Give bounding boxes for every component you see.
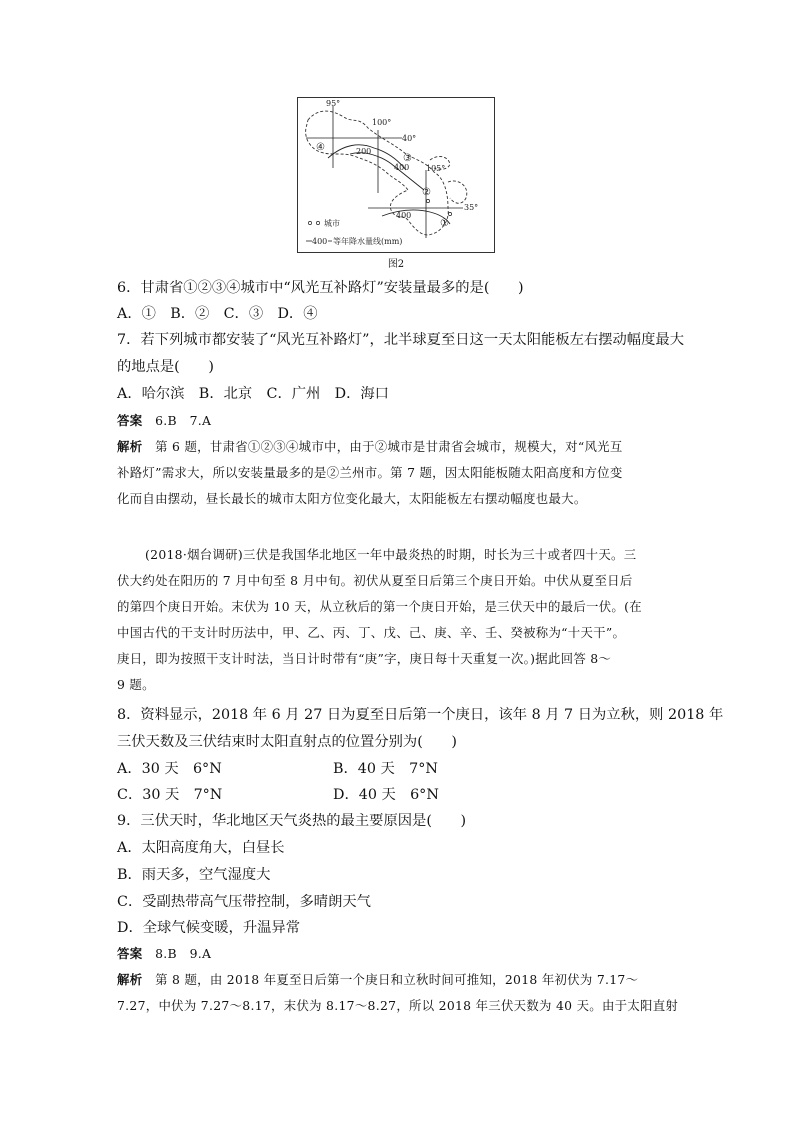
legend-city-text: 城市 (324, 219, 340, 228)
material-line4: 中国古代的干支计时历法中，甲、乙、丙、丁、戊、己、庚、辛、壬、癸被称为“十天干”。 (117, 625, 626, 640)
city-1-label: ① (440, 218, 449, 229)
gansu-precipitation-map (297, 97, 495, 253)
analysis-label: 解析 (117, 972, 143, 987)
answer-label: 答案 (117, 946, 143, 961)
material-line6: 9 题。 (117, 677, 155, 692)
question-9-option-a: A．太阳高度角大，白昼长 (117, 840, 285, 856)
label-35: 35° (464, 203, 479, 212)
city-2-label: ② (422, 187, 431, 198)
option-c: C．30 天 7°N (117, 787, 223, 803)
material-line1: (2018·烟台调研)三伏是我国华北地区一年中最炎热的时期，时长为三十或者四十天。三 (145, 547, 637, 562)
question-7-stem-line2: 的地点是( ) (117, 359, 214, 375)
city-3-label: ③ (403, 153, 412, 164)
city-1-marker (448, 212, 451, 215)
legend-iso-text: 等年降水量线(mm) (333, 237, 403, 246)
boundary-fragment (448, 181, 467, 203)
legend-city-marker (316, 221, 319, 224)
map-graphic (298, 98, 494, 252)
material-line2: 伏大约处在阳历的 7 月中旬至 8 月中旬。初伏从夏至日后第三个庚日开始。中伏从夏至日后 (117, 573, 633, 588)
option-b: B．40 天 7°N (333, 761, 438, 777)
answer-text: 8.B 9.A (155, 946, 212, 961)
question-8-stem-line1: 8．资料显示，2018 年 6 月 27 日为夏至日后第一个庚日，该年 8 月 7 日为立秋，则 2018 年 (117, 707, 724, 723)
question-8-options-row1 (117, 759, 438, 779)
label-40: 40° (402, 134, 417, 143)
legend-iso-value: 400 (312, 237, 328, 246)
analysis-label: 解析 (117, 439, 143, 454)
label-95: 95° (326, 99, 341, 108)
analysis-6-7-line2: 补路灯”需求大，所以安装量最多的是②兰州市。第 7 题，因太阳能板随太阳高度和方位变 (117, 465, 623, 480)
label-400b: 400 (396, 211, 412, 220)
question-9-stem: 9．三伏天时，华北地区天气炎热的最主要原因是( ) (117, 813, 467, 829)
question-9-option-b: B．雨天多，空气湿度大 (117, 867, 271, 883)
label-100: 100° (372, 118, 392, 127)
question-7-stem-line1: 7．若下列城市都安装了“风光互补路灯”，北半球夏至日这一天太阳能板左右摆动幅度最大 (117, 332, 684, 348)
answer-6-7 (117, 412, 211, 430)
legend-city-marker (308, 221, 311, 224)
analysis-8-9-line1: 解析 第 8 题，由 2018 年夏至日后第一个庚日和立秋时间可推知，2018 年初伏为 7.17～ (117, 972, 639, 987)
label-105: 105° (426, 164, 446, 173)
city-2-marker (426, 199, 429, 202)
question-6-options: A．① B．② C．③ D．④ (117, 306, 318, 322)
question-9-option-d: D．全球气候变暖，升温异常 (117, 920, 301, 936)
answer-text: 6.B 7.A (155, 413, 212, 428)
label-200: 200 (356, 147, 372, 156)
question-8-options-row2 (117, 785, 439, 805)
analysis-8-9-line2: 7.27，中伏为 7.27～8.17，末伏为 8.17～8.27，所以 2018 年三伏天数为 40 天。由于太阳直射 (117, 998, 679, 1013)
option-d: D．40 天 6°N (333, 787, 439, 803)
option-a: A．30 天 6°N (117, 761, 222, 777)
city-4-label: ④ (316, 142, 325, 153)
material-line3: 的第四个庚日开始。末伏为 10 天，从立秋后的第一个庚日开始，是三伏天中的最后一伏。(在 (117, 599, 642, 614)
figure-caption: 图2 (387, 259, 405, 270)
label-400a: 400 (394, 163, 410, 172)
question-8-stem-line2: 三伏天数及三伏结束时太阳直射点的位置分别为( ) (117, 734, 457, 750)
answer-8-9 (117, 945, 211, 963)
material-line5: 庚日，即为按照干支计时法，当日计时带有“庚”字，庚日每十天重复一次。)据此回答 8～ (117, 651, 612, 666)
question-7-options: A．哈尔滨 B．北京 C．广州 D．海口 (117, 386, 389, 402)
answer-label: 答案 (117, 413, 143, 428)
question-6-stem: 6．甘肃省①②③④城市中“风光互补路灯”安装量最多的是( ) (117, 280, 524, 296)
analysis-6-7-line1: 解析 第 6 题，甘肃省①②③④城市中，由于②城市是甘肃省会城市，规模大，对“风光互 (117, 439, 623, 454)
question-9-option-c: C．受副热带高气压带控制，多晴朗天气 (117, 894, 371, 910)
analysis-6-7-line3: 化而自由摆动，昼长最长的城市太阳方位变化最大，太阳能板左右摆动幅度也最大。 (117, 491, 587, 506)
